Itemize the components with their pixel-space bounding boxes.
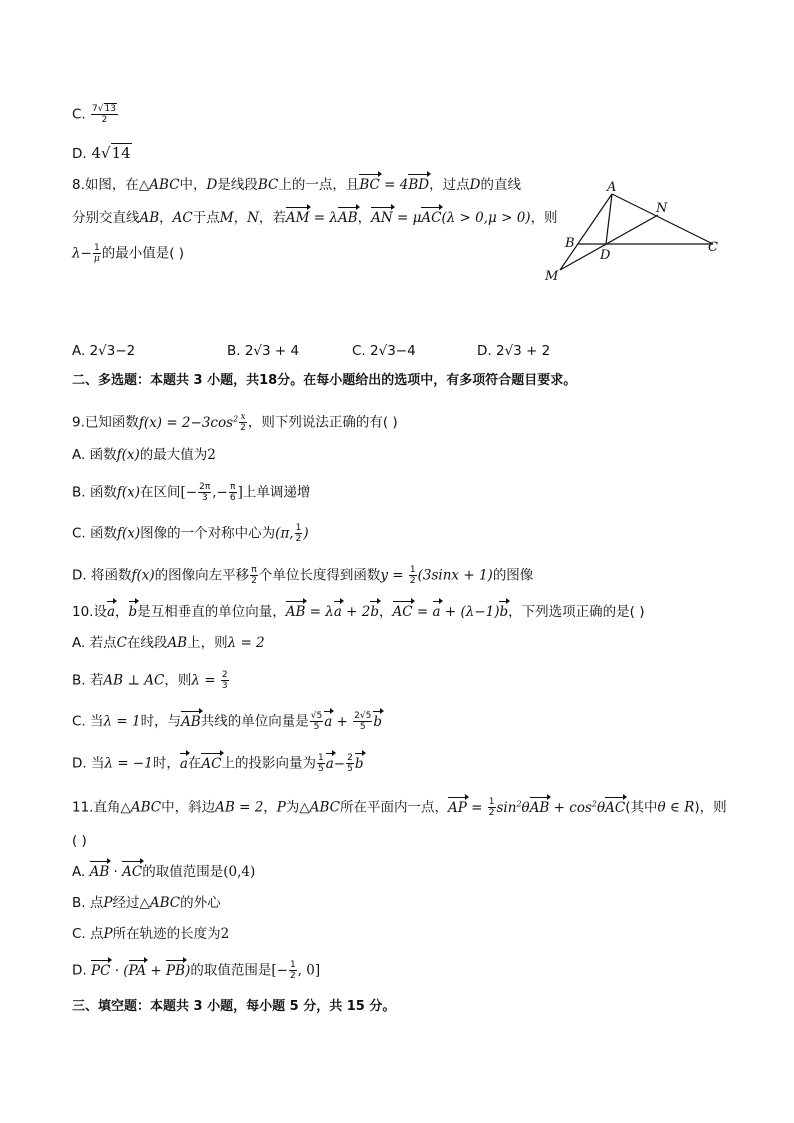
label-m: M [545,269,559,284]
q11-option-c: C. 点P所在轨迹的长度为2 [72,926,230,942]
q10-option-a: A. 若点C在线段AB上，则λ = 2 [72,635,265,651]
q11-option-d: D. PC · (PA + PB)的取值范围是[− $\frac{1}{2}$ , 0] [72,960,321,981]
q9-option-c: C. 函数f(x)图像的一个对称中心为(π, $\frac{1}{2}$ ) [72,523,309,544]
label-b: B [565,236,575,251]
option-label: C. [72,106,86,123]
q11-option-b: B. 点P经过△ABC的外心 [72,895,221,911]
q9-stem: 9.已知函数$f(x) = 2-3\cos^2$ $\frac{x}{2}$ ，则下列说法正确的有( ) [72,412,398,433]
option-a: A. 2√3−2 [72,343,136,359]
option-c: C. 2√3−4 [352,343,416,359]
section-2-heading: 二、多选题：本题共 3 小题，共18分。在每小题给出的选项中，有多项符合题目要求。 [72,373,577,388]
q8-stem-line1: 8.如图，在△ABC中，D是线段BC上的一点，且BC = 4BD，过点D的直线 [72,177,521,193]
triangle-figure [530,178,730,288]
fraction: $\frac{7√13}{2}$ [92,104,116,125]
q9-option-d: D. 将函数f(x)的图像向左平移 $\frac{\pi}{2}$ 个单位长度得到函数y = $\frac{1}{2}$ (3sinx + 1)的图像 [72,565,534,586]
option-d: D. 2√3 + 2 [477,343,551,359]
q10-option-b: B. 若AB ⊥ AC，则λ = $\frac{2}{3}$ [72,670,228,691]
q10-option-c: C. 当λ = 1时，与AB共线的单位向量是 $\frac{√5}{5}$ a + $\frac{2√5}{5}$ b [72,711,383,732]
section-3-heading: 三、填空题：本题共 3 小题，每小题 5 分，共 15 分。 [72,999,396,1014]
q7-option-c [72,104,119,125]
q10-option-d: D. 当λ = −1时，a在AC上的投影向量为 $\frac{1}{5}$ a− $\frac{2}{5}$ b [72,753,364,774]
q11-stem-line1: 11.直角△ABC中，斜边AB = 2，P为△ABC所在平面内一点，AP = $\frac{1}{2}$ $\sin^2\theta AB + \cos^2\theta AC$(其中θ ∈ R)，则 [72,797,727,818]
label-n: N [656,201,668,216]
q7-option-d: D. 4√14 [72,144,131,162]
q8-options [72,341,550,361]
label-d: D [600,248,611,263]
option-b: B. 2√3 + 4 [227,343,300,359]
q8-stem-line3: λ− $\frac{1}{\mu}$ 的最小值是( ) [72,243,185,264]
q11-stem-line2: ( ) [72,833,87,849]
label-a: A [607,180,617,195]
q9-option-b: B. 函数f(x)在区间[− $\frac{2\pi}{3}$ ,− $\frac{\pi}{6}$ ]上单调递增 [72,482,311,503]
q10-stem: 10.设a，b是互相垂直的单位向量，AB = λa + 2b，AC = a + (λ−1)b，下列选项正确的是( ) [72,604,645,620]
q11-option-a: A. AB · AC的取值范围是(0,4) [72,864,256,880]
q8-stem-line2: 分别交直线AB，AC于点M，N，若AM = λAB，AN = μAC(λ > 0,μ > 0)，则 [72,210,558,226]
label-c: C [708,240,718,255]
q9-option-a: A. 函数f(x)的最大值为2 [72,447,216,463]
